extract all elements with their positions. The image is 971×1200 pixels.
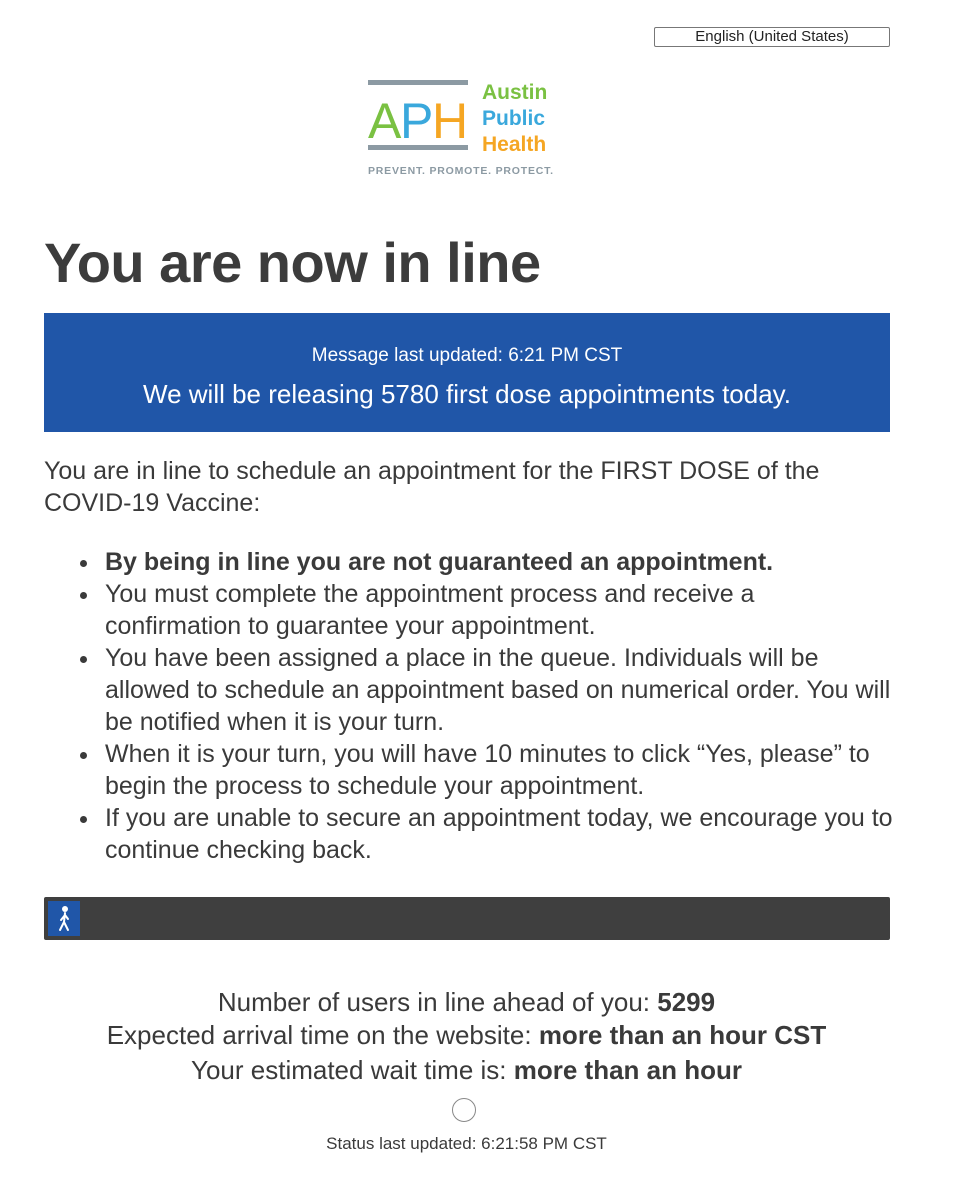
logo-word-health: Health (482, 133, 547, 156)
message-banner (44, 313, 890, 432)
wait-time-line (0, 1055, 933, 1086)
page-title: You are now in line (44, 231, 541, 294)
intro-text: You are in line to schedule an appointment for the FIRST DOSE of the COVID-19 Vaccine: (44, 457, 820, 517)
walking-person-icon (48, 901, 80, 936)
austin-public-health-logo (368, 78, 568, 178)
wait-time-label: Your estimated wait time is: (191, 1055, 507, 1085)
status-updated-time: Status last updated: 6:21:58 PM CST (326, 1134, 607, 1153)
logo-letter-p: P (400, 93, 430, 149)
wait-time-value: more than an hour (513, 1055, 742, 1085)
logo-word-austin: Austin (482, 81, 548, 104)
queue-progress-bar (44, 897, 890, 940)
logo-word-public: Public (482, 107, 546, 130)
info-list (105, 546, 895, 866)
list-item: You have been assigned a place in the queue. Individuals will be allowed to schedule an appointment based on numerical order. You will be notified when it is your turn. (105, 642, 895, 738)
users-ahead-label: Number of users in line ahead of you: (217, 987, 651, 1017)
list-item: If you are unable to secure an appointment today, we encourage you to continue checking back. (105, 802, 895, 866)
message-updated-time: Message last updated: 6:21 PM CST (311, 345, 623, 366)
language-select[interactable]: English (United States) (654, 27, 890, 47)
users-ahead-line (0, 987, 933, 1018)
list-item: By being in line you are not guaranteed an appointment. (105, 546, 895, 578)
logo-top-bar (368, 80, 468, 85)
users-ahead-value: 5299 (657, 987, 716, 1017)
message-text: We will be releasing 5780 first dose appointments today. (143, 379, 791, 409)
arrival-time-value: more than an hour CST (538, 1020, 827, 1050)
loading-spinner-icon (452, 1098, 476, 1122)
logo-letter-a: A (368, 93, 398, 149)
arrival-time-line (0, 1020, 933, 1051)
list-item: You must complete the appointment process and receive a confirmation to guarantee your appointment. (105, 578, 895, 642)
arrival-time-label: Expected arrival time on the website: (106, 1020, 532, 1050)
logo-letter-h: H (432, 93, 465, 149)
list-item: When it is your turn, you will have 10 minutes to click “Yes, please” to begin the process to schedule your appointment. (105, 738, 895, 802)
logo-tagline: PREVENT. PROMOTE. PROTECT. (368, 165, 554, 177)
